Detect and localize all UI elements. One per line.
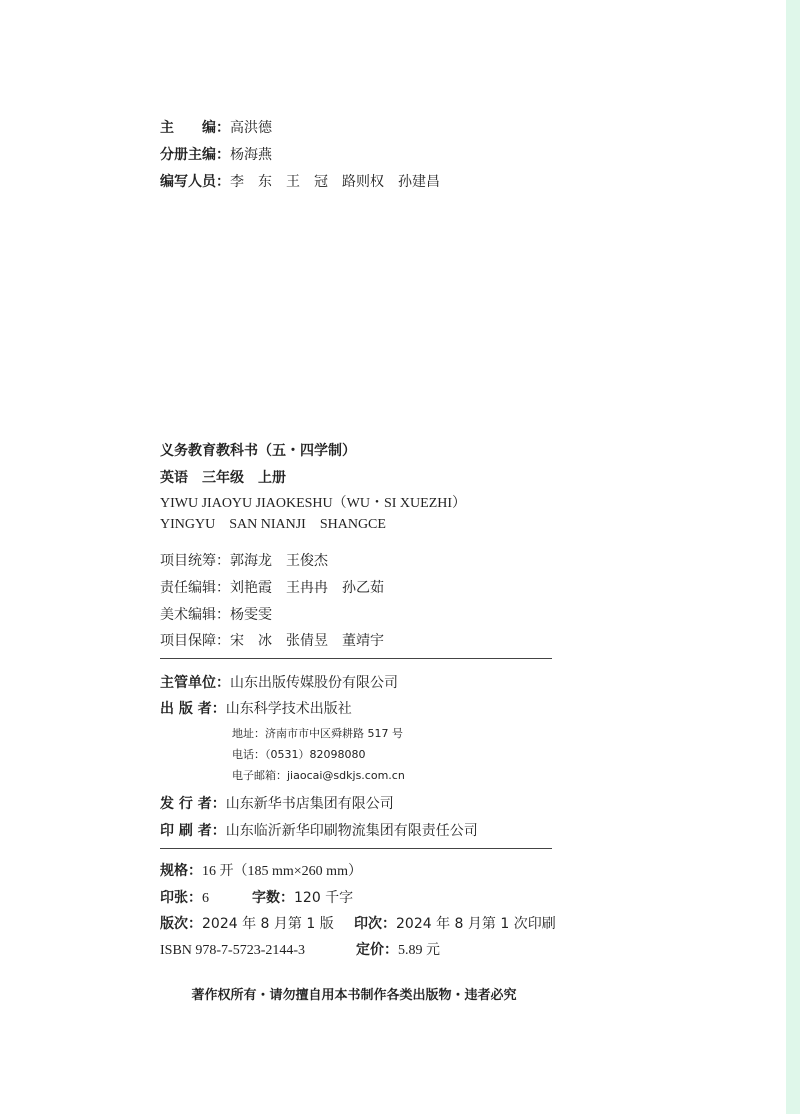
printer-label: 印 刷 者：	[160, 823, 226, 839]
edition-row	[160, 915, 556, 933]
format-row	[160, 862, 362, 881]
printer-value: 山东临沂新华印刷物流集团有限责任公司	[225, 823, 478, 839]
writers-label: 编写人员：	[160, 174, 230, 190]
publisher-row	[160, 700, 352, 718]
staff-row	[160, 579, 384, 597]
staff-value: 刘艳霞 王冉冉 孙乙茹	[230, 580, 384, 596]
distributor-value: 山东新华书店集团有限公司	[225, 796, 394, 812]
isbn-row	[160, 941, 440, 960]
volume-editor-label: 分册主编：	[160, 147, 230, 163]
book-title-cn: 义务教育教科书（五・四学制）	[160, 443, 356, 459]
impression-value: 2024 年 8 月第 1 次印刷	[396, 916, 556, 932]
supervisor-value: 山东出版传媒股份有限公司	[230, 675, 398, 691]
publisher-phone: 电话：（0531）82098080	[232, 748, 366, 761]
format-value: 16 开（185 mm×260 mm）	[202, 864, 362, 879]
publisher-value: 山东科学技术出版社	[225, 701, 352, 717]
staff-value: 郭海龙 王俊杰	[230, 553, 328, 569]
sheets-value: 6	[202, 891, 209, 906]
copyright-text: 著作权所有・请勿擅自用本书制作各类出版物・违者必究	[191, 988, 517, 1003]
staff-label: 项目保障：	[160, 633, 230, 649]
publisher-address: 地址：济南市市中区舜耕路 517 号	[232, 727, 403, 740]
edition-value: 2024 年 8 月第 1 版	[202, 916, 334, 932]
distributor-row	[160, 795, 394, 813]
book-subtitle-cn: 英语 三年级 上册	[160, 470, 286, 486]
staff-row	[160, 632, 384, 650]
volume-editor-name: 杨海燕	[230, 147, 272, 163]
writers-row	[160, 173, 440, 191]
edition-label: 版次：	[160, 916, 202, 932]
sheets-row	[160, 889, 353, 908]
price-label: 定价：	[356, 942, 398, 958]
staff-label: 项目统筹：	[160, 553, 230, 569]
staff-value: 宋 冰 张倩昱 董靖宇	[230, 633, 384, 649]
printer-row	[160, 822, 478, 840]
impression-label: 印次：	[354, 916, 396, 932]
chief-editor-label: 主 编：	[160, 120, 230, 136]
writers-names: 李 东 王 冠 路则权 孙建昌	[230, 174, 440, 190]
words-label: 字数：	[252, 890, 294, 906]
book-title-pinyin: YIWU JIAOYU JIAOKESHU（WU・SI XUEZHI）	[160, 496, 467, 511]
copyright-notice	[0, 984, 800, 1003]
staff-value: 杨雯雯	[230, 607, 272, 623]
sheets-label: 印张：	[160, 890, 202, 906]
price-value: 5.89 元	[398, 943, 440, 958]
publisher-label: 出 版 者：	[160, 701, 226, 717]
divider	[160, 658, 552, 659]
staff-row	[160, 606, 272, 624]
staff-row	[160, 552, 328, 570]
publisher-email: 电子邮箱：jiaocai@sdkjs.com.cn	[232, 769, 405, 782]
staff-label: 美术编辑：	[160, 607, 230, 623]
volume-editor-row	[160, 146, 272, 164]
chief-editor-name: 高洪德	[230, 120, 272, 136]
page-edge-stripe	[786, 0, 800, 1114]
distributor-label: 发 行 者：	[160, 796, 226, 812]
isbn-value: ISBN 978-7-5723-2144-3	[160, 943, 306, 958]
format-label: 规格：	[160, 863, 202, 879]
words-value: 120 千字	[294, 890, 354, 906]
staff-label: 责任编辑：	[160, 580, 230, 596]
supervisor-label: 主管单位：	[160, 675, 230, 691]
book-subtitle-pinyin: YINGYU SAN NIANJI SHANGCE	[160, 517, 386, 532]
supervisor-row	[160, 674, 398, 692]
chief-editor-row	[160, 119, 272, 137]
divider	[160, 848, 552, 849]
